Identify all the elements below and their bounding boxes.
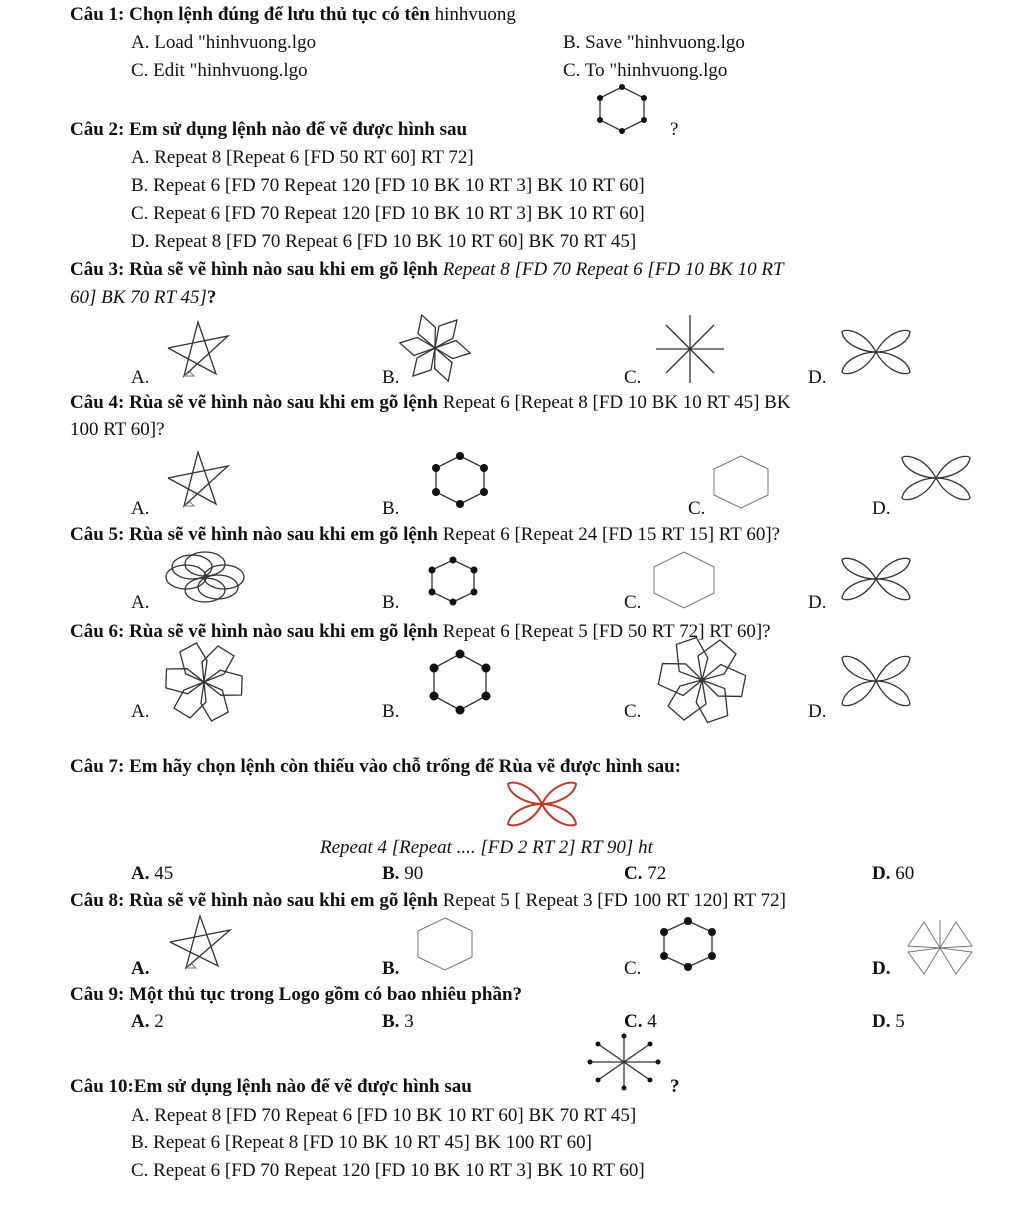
q7-figure-red-petals: [504, 776, 580, 832]
q9-option-a: [131, 1010, 164, 1034]
q3-stem-command: Repeat 8 [FD 70 Repeat 6 [FD 10 BK 10 RT: [442, 259, 784, 280]
q2-option-c: C. Repeat 6 [FD 70 Repeat 120 [FD 10 BK 10 RT 3] BK 10 RT 60]: [131, 203, 645, 224]
q3-label-c: C.: [624, 367, 642, 388]
q5-figure-c-hexagon: [648, 548, 720, 610]
q5-label-c: C.: [624, 592, 642, 613]
q4-stem: [70, 391, 791, 415]
q8-label-c: C.: [624, 958, 642, 979]
q9-option-b-value: 3: [404, 1011, 414, 1032]
q6-figure-a-pentagon-rosette: [160, 644, 248, 720]
q5-label-a: A.: [131, 592, 150, 613]
q7-option-b: [382, 862, 423, 886]
q3-figure-d-petals: [836, 322, 916, 382]
q9-option-d-letter: D.: [872, 1011, 891, 1032]
q6-label-c: C.: [624, 701, 642, 722]
q7-option-d: [872, 862, 914, 886]
q7-option-b-value: 90: [404, 863, 424, 884]
q4-figure-c-hexagon: [708, 452, 774, 512]
q8-label-a: A.: [131, 958, 150, 979]
q7-option-a-letter: A.: [131, 863, 150, 884]
q10-figure-asterisk: [582, 1034, 666, 1090]
q9-stem: Câu 9: Một thủ tục trong Logo gồm có bao nhiêu phần?: [70, 984, 523, 1005]
q8-label-d: D.: [872, 958, 891, 979]
q2-option-b: B. Repeat 6 [FD 70 Repeat 120 [FD 10 BK 10 RT 3] BK 10 RT 60]: [131, 175, 645, 196]
q7-command: Repeat 4 [Repeat .... [FD 2 RT 2] RT 90] ht: [320, 837, 653, 858]
q4-label-b: B.: [382, 498, 400, 519]
q5-stem: [70, 523, 780, 547]
q6-figure-b-dotted-hexagon: [420, 648, 500, 720]
q4-stem-line2: 100 RT 60]?: [70, 419, 165, 440]
q4-figure-d-petals: [896, 448, 976, 510]
q3-stem-qmark: ?: [206, 287, 217, 308]
q3-stem-line2: [70, 286, 216, 310]
q8-figure-a-star: [162, 912, 238, 972]
q5-figure-a-circles: [162, 548, 248, 606]
q8-figure-c-dotted-hexagon: [650, 916, 726, 974]
q5-label-d: D.: [808, 592, 827, 613]
q6-stem-text: Câu 6: Rùa sẽ vẽ hình nào sau khi em gõ lệnh: [70, 621, 438, 642]
q8-label-b: B.: [382, 958, 400, 979]
q4-label-d: D.: [872, 498, 891, 519]
q7-option-d-value: 60: [895, 863, 915, 884]
q1-stem-tail: hinhvuong: [434, 4, 516, 25]
q7-option-a-value: 45: [154, 863, 174, 884]
q1-option-a: A. Load "hinhvuong.lgo: [131, 32, 317, 53]
q6-figure-d-petals: [836, 648, 916, 714]
q1-option-d: C. To "hinhvuong.lgo: [563, 60, 728, 81]
q8-stem-text: Câu 8: Rùa sẽ vẽ hình nào sau khi em gõ lệnh: [70, 890, 438, 911]
q6-stem-command: Repeat 6 [Repeat 5 [FD 50 RT 72] RT 60]?: [442, 621, 771, 642]
q1-option-c: C. Edit "hinhvuong.lgo: [131, 60, 308, 81]
q4-figure-b-dotted-hexagon: [420, 450, 500, 512]
q2-question-mark: ?: [670, 119, 679, 140]
q10-option-c: C. Repeat 6 [FD 70 Repeat 120 [FD 10 BK 10 RT 3] BK 10 RT 60]: [131, 1160, 645, 1181]
q4-figure-a-star: [160, 448, 236, 510]
q3-stem: [70, 258, 784, 282]
q9-option-a-letter: A.: [131, 1011, 150, 1032]
q7-option-c: [624, 862, 666, 886]
q2-stem: Câu 2: Em sử dụng lệnh nào để vẽ được hình sau: [70, 119, 468, 140]
q4-label-c: C.: [688, 498, 706, 519]
q9-option-c: [624, 1010, 657, 1034]
q7-option-a: [131, 862, 173, 886]
q5-label-b: B.: [382, 592, 400, 613]
q7-stem: Câu 7: Em hãy chọn lệnh còn thiếu vào chỗ trống để Rùa vẽ được hình sau:: [70, 756, 682, 777]
q1-stem: [70, 3, 516, 27]
q4-stem-command: Repeat 6 [Repeat 8 [FD 10 BK 10 RT 45] BK: [442, 392, 791, 413]
q1-stem-text: Câu 1: Chọn lệnh đúng để lưu thủ tục có tên: [70, 4, 430, 25]
q4-stem-text: Câu 4: Rùa sẽ vẽ hình nào sau khi em gõ lệnh: [70, 392, 438, 413]
q6-label-d: D.: [808, 701, 827, 722]
q7-option-d-letter: D.: [872, 863, 891, 884]
q4-label-a: A.: [131, 498, 150, 519]
q2-option-a: A. Repeat 8 [Repeat 6 [FD 50 RT 60] RT 72]: [131, 147, 474, 168]
q3-figure-c-asterisk: [648, 312, 732, 386]
q5-figure-b-dotted-hexagon: [420, 556, 486, 608]
q6-label-b: B.: [382, 701, 400, 722]
q1-option-b: B. Save "hinhvuong.lgo: [563, 32, 745, 53]
q8-stem: [70, 889, 786, 913]
q6-label-a: A.: [131, 701, 150, 722]
q10-question-mark: ?: [670, 1076, 680, 1097]
q10-option-b: B. Repeat 6 [Repeat 8 [FD 10 BK 10 RT 45] BK 100 RT 60]: [131, 1132, 592, 1153]
q2-option-d: D. Repeat 8 [FD 70 Repeat 6 [FD 10 BK 10 RT 60] BK 70 RT 45]: [131, 231, 637, 252]
q9-option-a-value: 2: [154, 1011, 164, 1032]
q3-stem-text: Câu 3: Rùa sẽ vẽ hình nào sau khi em gõ lệnh: [70, 259, 438, 280]
q9-option-b-letter: B.: [382, 1011, 400, 1032]
q9-option-d: [872, 1010, 905, 1034]
q8-figure-d-triangles: [902, 918, 978, 978]
q7-option-c-letter: C.: [624, 863, 643, 884]
q3-figure-a-star: [160, 318, 236, 380]
q3-label-a: A.: [131, 367, 150, 388]
q7-option-b-letter: B.: [382, 863, 400, 884]
q9-option-d-value: 5: [895, 1011, 905, 1032]
q3-label-b: B.: [382, 367, 400, 388]
q8-figure-b-hexagon: [412, 914, 478, 974]
q2-figure-hexagon: [582, 82, 662, 134]
q5-figure-d-petals: [836, 550, 916, 608]
q9-option-c-letter: C.: [624, 1011, 643, 1032]
q3-label-d: D.: [808, 367, 827, 388]
q10-option-a: A. Repeat 8 [FD 70 Repeat 6 [FD 10 BK 10 RT 60] BK 70 RT 45]: [131, 1105, 637, 1126]
q7-option-c-value: 72: [647, 863, 667, 884]
q5-stem-text: Câu 5: Rùa sẽ vẽ hình nào sau khi em gõ lệnh: [70, 524, 438, 545]
q3-figure-b-rosette: [398, 312, 472, 384]
q8-stem-command: Repeat 5 [ Repeat 3 [FD 100 RT 120] RT 72]: [442, 890, 786, 911]
q3-stem-command-end: 60] BK 70 RT 45]: [70, 287, 207, 308]
q5-stem-command: Repeat 6 [Repeat 24 [FD 15 RT 15] RT 60]?: [442, 524, 781, 545]
q10-stem: Câu 10:Em sử dụng lệnh nào để vẽ được hình sau: [70, 1076, 472, 1097]
q9-option-c-value: 4: [647, 1011, 657, 1032]
q9-option-b: [382, 1010, 414, 1034]
q6-figure-c-pentagon-rosette: [656, 640, 748, 722]
